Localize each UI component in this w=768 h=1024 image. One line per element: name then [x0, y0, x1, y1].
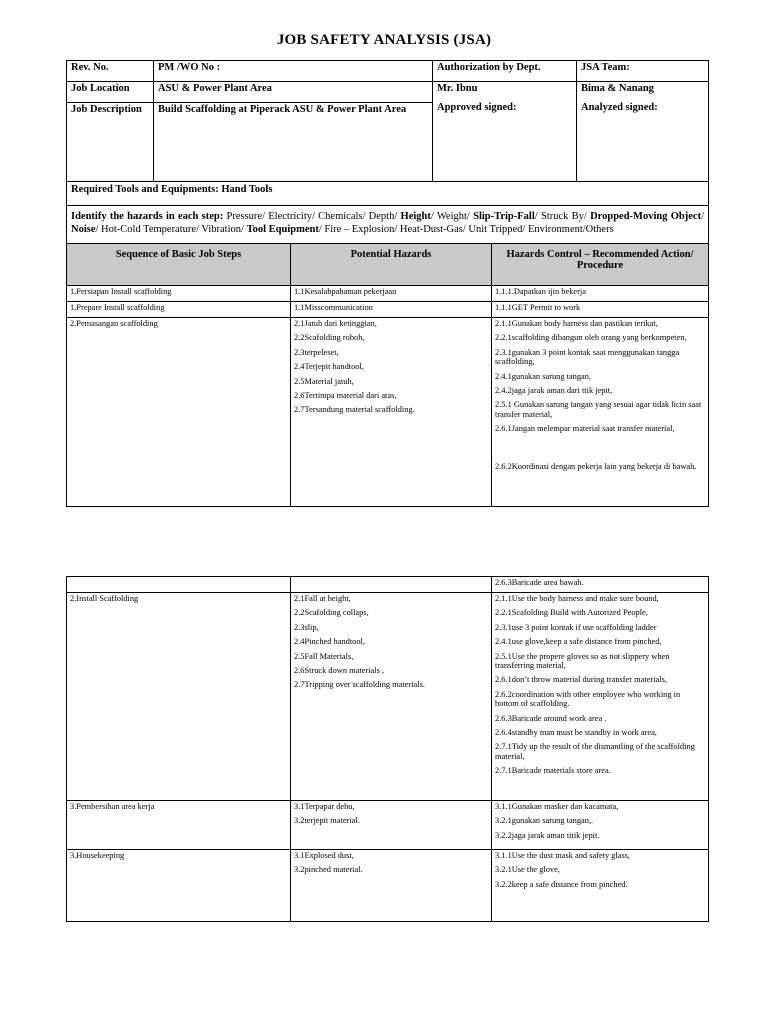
hazard-controls-cell	[492, 318, 709, 507]
control-item: 3.2.1gunakan sarung tangan,.	[495, 816, 594, 826]
table-row	[67, 801, 709, 850]
control-item: 2.2.1Scafolding Build with Autorized People,	[495, 608, 648, 618]
hazard-category: Slip-Trip-Fall	[473, 211, 535, 222]
hazard-item: 2.7Tersandung material scaffolding.	[294, 405, 415, 415]
control-item: 2.1.1Use the body harness and make sure bound,	[495, 594, 659, 603]
hazard-item: 2.4Terjepit handtool,	[294, 362, 364, 372]
control-item: 1.1.1.Dapatkan ijin bekerja	[495, 287, 586, 296]
job-description-label: Job Description	[67, 103, 154, 182]
potential-hazards-cell	[291, 302, 492, 318]
hazard-item: 2.6Tertimpa material dari atas,	[294, 391, 397, 401]
jsa-team-label: JSA Team:	[577, 61, 709, 82]
hazard-item: 2.2Scafolding collaps,	[294, 608, 369, 618]
hazard-item: 2.2Scafolding roboh,	[294, 333, 365, 343]
job-step-cell: 3.Housekeeping	[67, 850, 291, 922]
table-row	[67, 286, 709, 302]
control-item: 2.7.1Tidy up the result of the dismantling of the scaffolding material,	[495, 742, 695, 761]
hazard-item: 2.1Jatuh dari ketinggian,	[294, 319, 377, 328]
job-step-cell: 3.Pembersihan area kerja	[67, 801, 291, 850]
control-item: 3.1.1Use the dust mask and safety glass,	[495, 851, 631, 860]
control-item: 2.2.1scaffolding dibangun oleh orang yang berkompeten,	[495, 333, 687, 343]
hazard-item: 2.4Pinched handtool,	[294, 637, 365, 647]
control-item: 3.2.2keep a safe distance from pinched.	[495, 879, 628, 889]
job-step-cell: 1.Persiapan Install scaffolding	[67, 286, 291, 302]
hazard-item: 2.5Fall Materials,	[294, 651, 354, 661]
control-item: 3.2.1Use the glove,	[495, 865, 560, 875]
control-item	[495, 439, 705, 457]
potential-hazards-cell	[291, 850, 492, 922]
potential-hazards-cell	[291, 286, 492, 302]
hazard-item: 2.5Material jatuh,	[294, 376, 354, 386]
job-step-cell: 2.Install Scaffolding	[67, 593, 291, 801]
job-step-cell	[67, 577, 291, 593]
hazard-item: 1.1Kesalahpahaman pekerjaan	[294, 287, 397, 296]
control-item: 2.1.1Gunakan body harness dan pastikan terikat,	[495, 319, 658, 328]
hazard-item: 2.1Fall at height,	[294, 594, 351, 603]
authorization-label: Authorization by Dept.	[433, 61, 577, 82]
required-tools: Required Tools and Equipments: Hand Tools	[67, 182, 709, 206]
control-item: 2.6.2coordination with other employee who working in bottom of scaffolding.	[495, 689, 681, 709]
control-item: 3.1.1Gunakan masker dan kacamata,	[495, 802, 619, 811]
control-item: 2.7.1Baricade materials store area.	[495, 766, 611, 776]
authorization-value: Mr. Ibnu	[437, 83, 478, 94]
job-location-label: Job Location	[67, 82, 154, 103]
control-item: 2.3.1gunakan 3 point kontak saat menggunakan tangga scaffolding,	[495, 347, 680, 367]
hazard-category: Tool Equipment	[246, 224, 319, 236]
control-item: 2.4.1gunakan sarung tangan,	[495, 371, 592, 381]
control-item: 2.6.1don’t throw material during transfer materials,	[495, 675, 667, 685]
hazards-intro: Identify the hazards in each step:	[71, 211, 224, 222]
hazard-category: Pressure/ Electricity/ Chemicals/ Depth/	[223, 211, 401, 222]
hazard-item: 2.6Struck down materials ,	[294, 666, 385, 676]
control-item: 2.5.1Use the propere gloves so as not slippery when transferring material,	[495, 651, 670, 671]
hazard-controls-cell	[492, 801, 709, 850]
hazard-item: 2.3terpeleset,	[294, 347, 339, 357]
table-row	[67, 318, 709, 507]
hazard-category: / Fire – Explosion/ Heat-Dust-Gas/ Unit Tripped/ Environment/Others	[318, 224, 614, 236]
hazard-category: Dropped-Moving Object	[590, 211, 702, 222]
job-location-value: ASU & Power Plant Area	[154, 82, 433, 103]
col-header-steps: Sequence of Basic Job Steps	[67, 244, 291, 286]
jsa-team-value: Bima & Nanang	[581, 83, 654, 94]
control-item: 2.5.1 Gunakan sarung tangan yang sesuai agar tidak licin saat transfer material,	[495, 400, 702, 419]
hazard-controls-cell	[492, 302, 709, 318]
control-item: 2.3.1use 3 point kontak if use scaffolding ladder	[495, 622, 657, 632]
hazard-category: / Struck By/	[534, 211, 591, 222]
hazard-category: /	[701, 211, 704, 222]
hazard-controls-cell	[492, 850, 709, 922]
table-row	[67, 577, 709, 593]
hazard-category: / Weight/	[430, 211, 474, 222]
authorization-cell	[433, 82, 577, 182]
hazard-item: 3.1Terpapar debu,	[294, 802, 355, 811]
potential-hazards-cell	[291, 801, 492, 850]
hazard-item: 2.7Tripping over scaffolding materials.	[294, 680, 425, 690]
control-item: 2.4.1use glove,keep a safe distance from pinched,	[495, 637, 662, 647]
rev-no-label: Rev. No.	[67, 61, 154, 82]
hazard-item: 3.2terjepit material.	[294, 816, 360, 826]
col-header-hazards: Potential Hazards	[291, 244, 492, 286]
potential-hazards-cell	[291, 577, 492, 593]
control-item: 2.6.3Baricade around work area .	[495, 713, 607, 723]
hazard-controls-cell	[492, 577, 709, 593]
table-row	[67, 593, 709, 801]
control-item: 1.1.1GET Permit to work	[495, 303, 581, 312]
control-item: 2.6.2Koordinasi dengan pekerja lain yang bekerja di bawah.	[495, 461, 697, 471]
hazard-item: 1.1Misscommunication	[294, 303, 373, 312]
jsa-header-table	[66, 60, 709, 244]
control-item: 2.6.4standby man must be standby in work area,	[495, 728, 657, 738]
job-description-value: Build Scaffolding at Piperack ASU & Power Plant Area	[154, 103, 433, 182]
hazards-identification	[67, 206, 709, 244]
approved-signed-label: Approved signed:	[437, 102, 517, 113]
analyzed-signed-label: Analyzed signed:	[581, 102, 658, 113]
hazard-category: Height	[400, 211, 431, 222]
hazard-item: 3.1Explosed dust,	[294, 851, 354, 860]
hazard-item: 3.2pinched material.	[294, 865, 363, 875]
control-item: 2.4.2jaga jarak aman dari ttik jepit,	[495, 386, 613, 396]
col-header-controls: Hazards Control – Recommended Action/ Procedure	[492, 244, 709, 286]
jsa-steps-table-page1	[66, 243, 709, 507]
table-row	[67, 850, 709, 922]
jsa-steps-table-page2	[66, 576, 709, 922]
table-row	[67, 302, 709, 318]
potential-hazards-cell	[291, 593, 492, 801]
hazard-controls-cell	[492, 593, 709, 801]
job-step-cell: 2.Pemasangan scaffolding	[67, 318, 291, 507]
hazard-item: 2.3slip,	[294, 622, 319, 632]
hazard-category: Noise	[71, 224, 96, 236]
pm-wo-label: PM /WO No :	[154, 61, 433, 82]
job-step-cell: 1.Prepare Install scaffolding	[67, 302, 291, 318]
control-item: 2.6.3Baricade area bawah.	[495, 578, 584, 587]
jsa-team-cell	[577, 82, 709, 182]
control-item: 2.6.1Jangan melempar material saat transfer material,	[495, 424, 675, 434]
document-title: JOB SAFETY ANALYSIS (JSA)	[276, 32, 492, 48]
control-item: 3.2.2jaga jarak aman titik jepit.	[495, 830, 600, 840]
potential-hazards-cell	[291, 318, 492, 507]
hazard-category: / Hot-Cold Temperature/ Vibration/	[95, 224, 247, 236]
hazard-controls-cell	[492, 286, 709, 302]
